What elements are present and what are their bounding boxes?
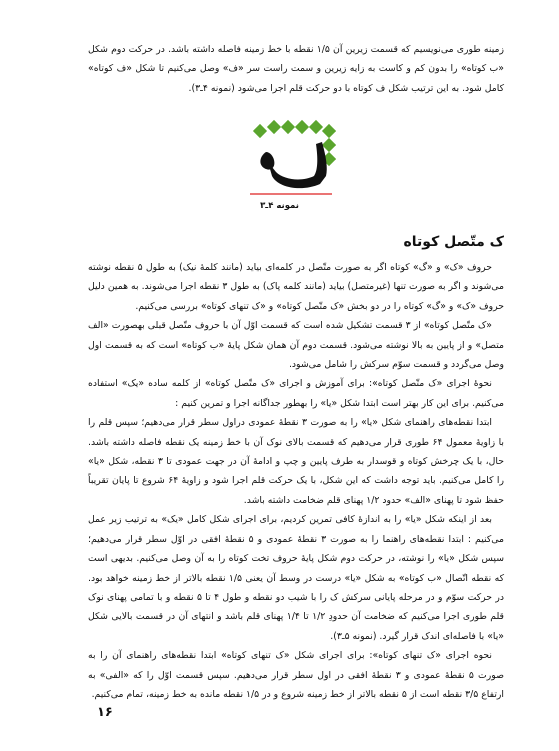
paragraph: نحوهٔ اجرای «ک متّصل کوتاه»: برای آموزش و اجرای «ک متّصل کوتاه» از کلمه ساده «یک» استفاده می‌کنیم. برای این کار بهتر است ابتدا شکل «یا» را بهطور جداگانه اجرا و تمرین کنیم : <box>88 378 504 409</box>
paragraph: نحوه اجرای «ک تنهای کوتاه»: برای اجرای شکل «ک تنهای کوتاه» ابتدا نقطه‌های راهنمای آن را به صورت ۵ نقطهٔ عمودی و ۳ نقطهٔ افقی در اول سطر قرار می‌دهیم. سپس قسمت اوّل را که «الفی» به ارتفاع ۳/۵ نقطه است از ۵ نقطه بالاتر از خط زمینه شروع و در ۱/۵ نقطه مانده به خط زمینه، تمام می‌کنیم. <box>88 650 504 700</box>
paragraph: «ک متّصل کوتاه» از ۳ قسمت تشکیل شده است که قسمت اوّل آن با حروف متّصل قبلی بهصورت «الف متصل» و از پایین به بالا نوشته می‌شود. قسمت دوم آن همان شکل پایهٔ «ب کوتاه» است که به قسمت اول وصل می‌گردد و قسمت سوّم سرکش را شامل می‌شود. <box>88 320 504 371</box>
paragraph: بعد از اینکه شکل «یا» را به اندازهٔ کافی تمرین کردیم، برای اجرای شکل کامل «یک» به ترتیب زیر عمل می‌کنیم : ابتدا نقطه‌های راهنما را به صورت ۳ نقطهٔ عمودی و ۵ نقطهٔ افقی در اوّل سطر قرار می‌دهیم؛ سپس شکل «یا» را نوشته، در حرکت دوم شکل پایهٔ حروف تخت کوتاه را به آن وصل می‌کنیم. بدیهی است که نقطه اتّصال «ب کوتاه» به شکل «یا» درست در وسط آن یعنی ۱/۵ نقطه بالاتر از خط زمینه خواهد بود. در حرکت سوّم و در مرحله پایانی سرکش ک را با شیب دو نقطه و طول ۴ تا ۵ نقطه و با تمامی پهنای نوک قلم طوری اجرا می‌کنیم که ضخامت آن حدودِ ۱/۲ تا ۱/۴ پهنای قلم باشد و انتهای آن در قسمت بالایی شکل «یا» با فاصله‌ای اندک قرار گیرد. (نمونه ۵ـ۳). <box>88 514 504 642</box>
figure-calligraphy-fa <box>246 118 336 200</box>
paragraph: حروف «ک» و «گ» کوتاه اگر به صورت متّصل در کلمه‌ای بیاید (مانند کلمهٔ نیک) به طول ۵ نقطه نوشته می‌شوند و اگر به صورت تنها (غیرمتصل) بیاید (مانند کلمه پاک) به طول ۳ نقطه اجرا می‌شوند. به همین دلیل حروف «ک» و «گ» کوتاه را در دو بخش «ک متّصل کوتاه» و «ک تنهای کوتاه» بررسی می‌کنیم. <box>88 262 504 312</box>
section-heading: ک متّصل کوتاه <box>403 234 504 250</box>
page-number: ۱۶ <box>97 705 113 720</box>
paragraph: زمینه طوری می‌نویسیم که قسمت زیرین آن ۱/۵ نقطه با خط زمینه فاصله داشته باشد. در حرکت دوم شکل «ب کوتاه» را بدون کم و کاست به زایه زیرین و سمت راست سر «ف» وصل می‌کنیم تا شکل «ف کوتاه» کامل شود. به این ترتیب شکل ف کوتاه با دو حرکت قلم اجرا می‌شود (نمونه ۴ـ۳). <box>88 44 504 94</box>
fa-glyph <box>260 142 326 188</box>
paragraph: ابتدا نقطه‌های راهنمای شکل «یا» را به صورت ۳ نقطهٔ عمودی دراول سطر قرار می‌دهیم؛ سپس قلم را با زاویهٔ معمول ۶۴ طوری قرار می‌دهیم که قسمت بالای نوک آن با خط زمینه یک نقطه فاصله داشته باشد. حال، با یک چرخش کوتاه و قوسدار به طرف پایین و چپ و ادامهٔ آن در جهت عمودی تا ۳ نقطه، شکل «یا» را کامل می‌کنیم. باید توجه داشت که این شکل، با یک حرکت قلم اجرا شود و زاویهٔ ۶۴ شروع تا پایان تقریباً حفظ شود تا پهنای «الف» حدود ۱/۲ پهنای قلم ضخامت داشته باشد. <box>88 417 505 506</box>
top-text <box>88 40 504 98</box>
section-body <box>88 258 504 704</box>
figure-caption: نمونه ۴ـ۳ <box>260 201 299 211</box>
